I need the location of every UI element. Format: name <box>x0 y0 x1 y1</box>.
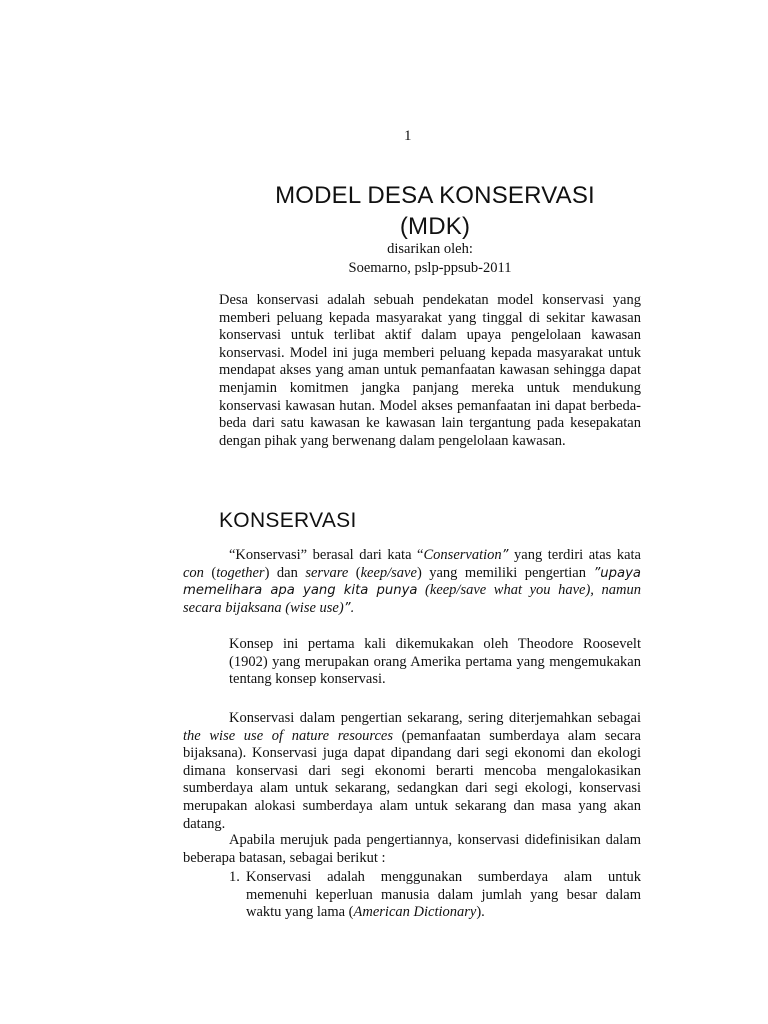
quote-end: ”. <box>343 600 355 616</box>
etymology-paragraph <box>183 547 641 617</box>
text: “Konservasi” berasal dari kata “ <box>229 547 424 563</box>
text: Konservasi dalam pengertian sekarang, sering diterjemahkan sebagai <box>229 710 641 726</box>
page-number: 1 <box>404 128 412 144</box>
text: ( <box>348 564 361 581</box>
roosevelt-paragraph: Konsep ini pertama kali dikemukakan oleh Theodore Roosevelt (1902) yang merupakan orang Amerika pertama yang mengemukakan tentang konsep konservasi. <box>229 636 641 688</box>
title-line-2: (MDK) <box>399 213 471 240</box>
section-heading: KONSERVASI <box>219 509 357 532</box>
author-name: Soemarno, pslp-ppsub-2011 <box>348 260 512 276</box>
document-title <box>180 180 690 242</box>
title-line-1: MODEL DESA KONSERVASI <box>275 182 595 209</box>
quote-mark: ” <box>501 548 509 563</box>
intro-paragraph: Desa konservasi adalah sebuah pendekatan model konservasi yang memberi peluang kepada masyarakat yang tinggal di sekitar kawasan konservasi untuk terlibat aktif dalam upaya pengelolaan kawasan konservasi. Model ini juga memberi peluang kepada masyarakat untuk mendapat akses yang aman untuk pemanfaatan kawasan sehingga dapat menjamin komitmen jangka panjang mereka untuk mendukung konservasi kawasan hutan. Model akses pemanfaatan ini dapat berbeda-beda dari satu kawasan ke kawasan lain tergantung pada kesepakatan dengan pihak yang berwenang dalam pengelolaan kawasan. <box>219 292 641 449</box>
definition-paragraph <box>183 710 641 833</box>
list-text <box>246 869 641 922</box>
term-wise-use: the wise use of nature resources <box>183 727 394 744</box>
definition-phrase: upaya memelihara apa yang kita punya <box>183 565 641 599</box>
text: ). <box>476 904 485 921</box>
quote-mark: ” <box>593 565 601 581</box>
term-servare: servare <box>305 564 349 581</box>
definitions-intro-paragraph: Apabila merujuk pada pengertiannya, konservasi didefinisikan dalam beberapa batasan, sebagai berikut : <box>183 832 641 866</box>
term-keep-save: keep/save <box>360 564 417 581</box>
text: ) dan <box>264 564 306 581</box>
definition-rest: (keep/save what you have), namun secara bijaksana (wise use) <box>183 582 641 616</box>
text: Konservasi adalah menggunakan sumberdaya alam untuk memenuhi keperluan manusia dalam jumlah yang besar dalam waktu yang lama ( <box>246 869 641 921</box>
list-number: 1. <box>229 869 240 885</box>
source-name: American Dictionary <box>353 904 477 921</box>
term-together: together <box>216 564 265 581</box>
list-item <box>229 869 641 922</box>
text: ( <box>203 564 217 581</box>
term-con: con <box>183 564 204 581</box>
term-conservation: Conservation <box>423 547 502 563</box>
text: yang terdiri atas kata <box>508 547 641 563</box>
author-block <box>280 240 580 278</box>
text: ) yang memiliki pengertian <box>416 564 594 581</box>
author-label: disarikan oleh: <box>387 241 473 257</box>
text: (pemanfaatan sumberdaya alam secara bijaksana). Konservasi juga dapat dipandang dari segi ekonomi dan ekologi dimana konservasi dari segi ekonomi berarti mencoba mengalokasikan sumberdaya alam untuk sekarang, sedangkan dari segi ekologi, konservasi merupakan alokasi sumberdaya alam untuk sekarang dan masa yang akan datang. <box>183 727 641 832</box>
